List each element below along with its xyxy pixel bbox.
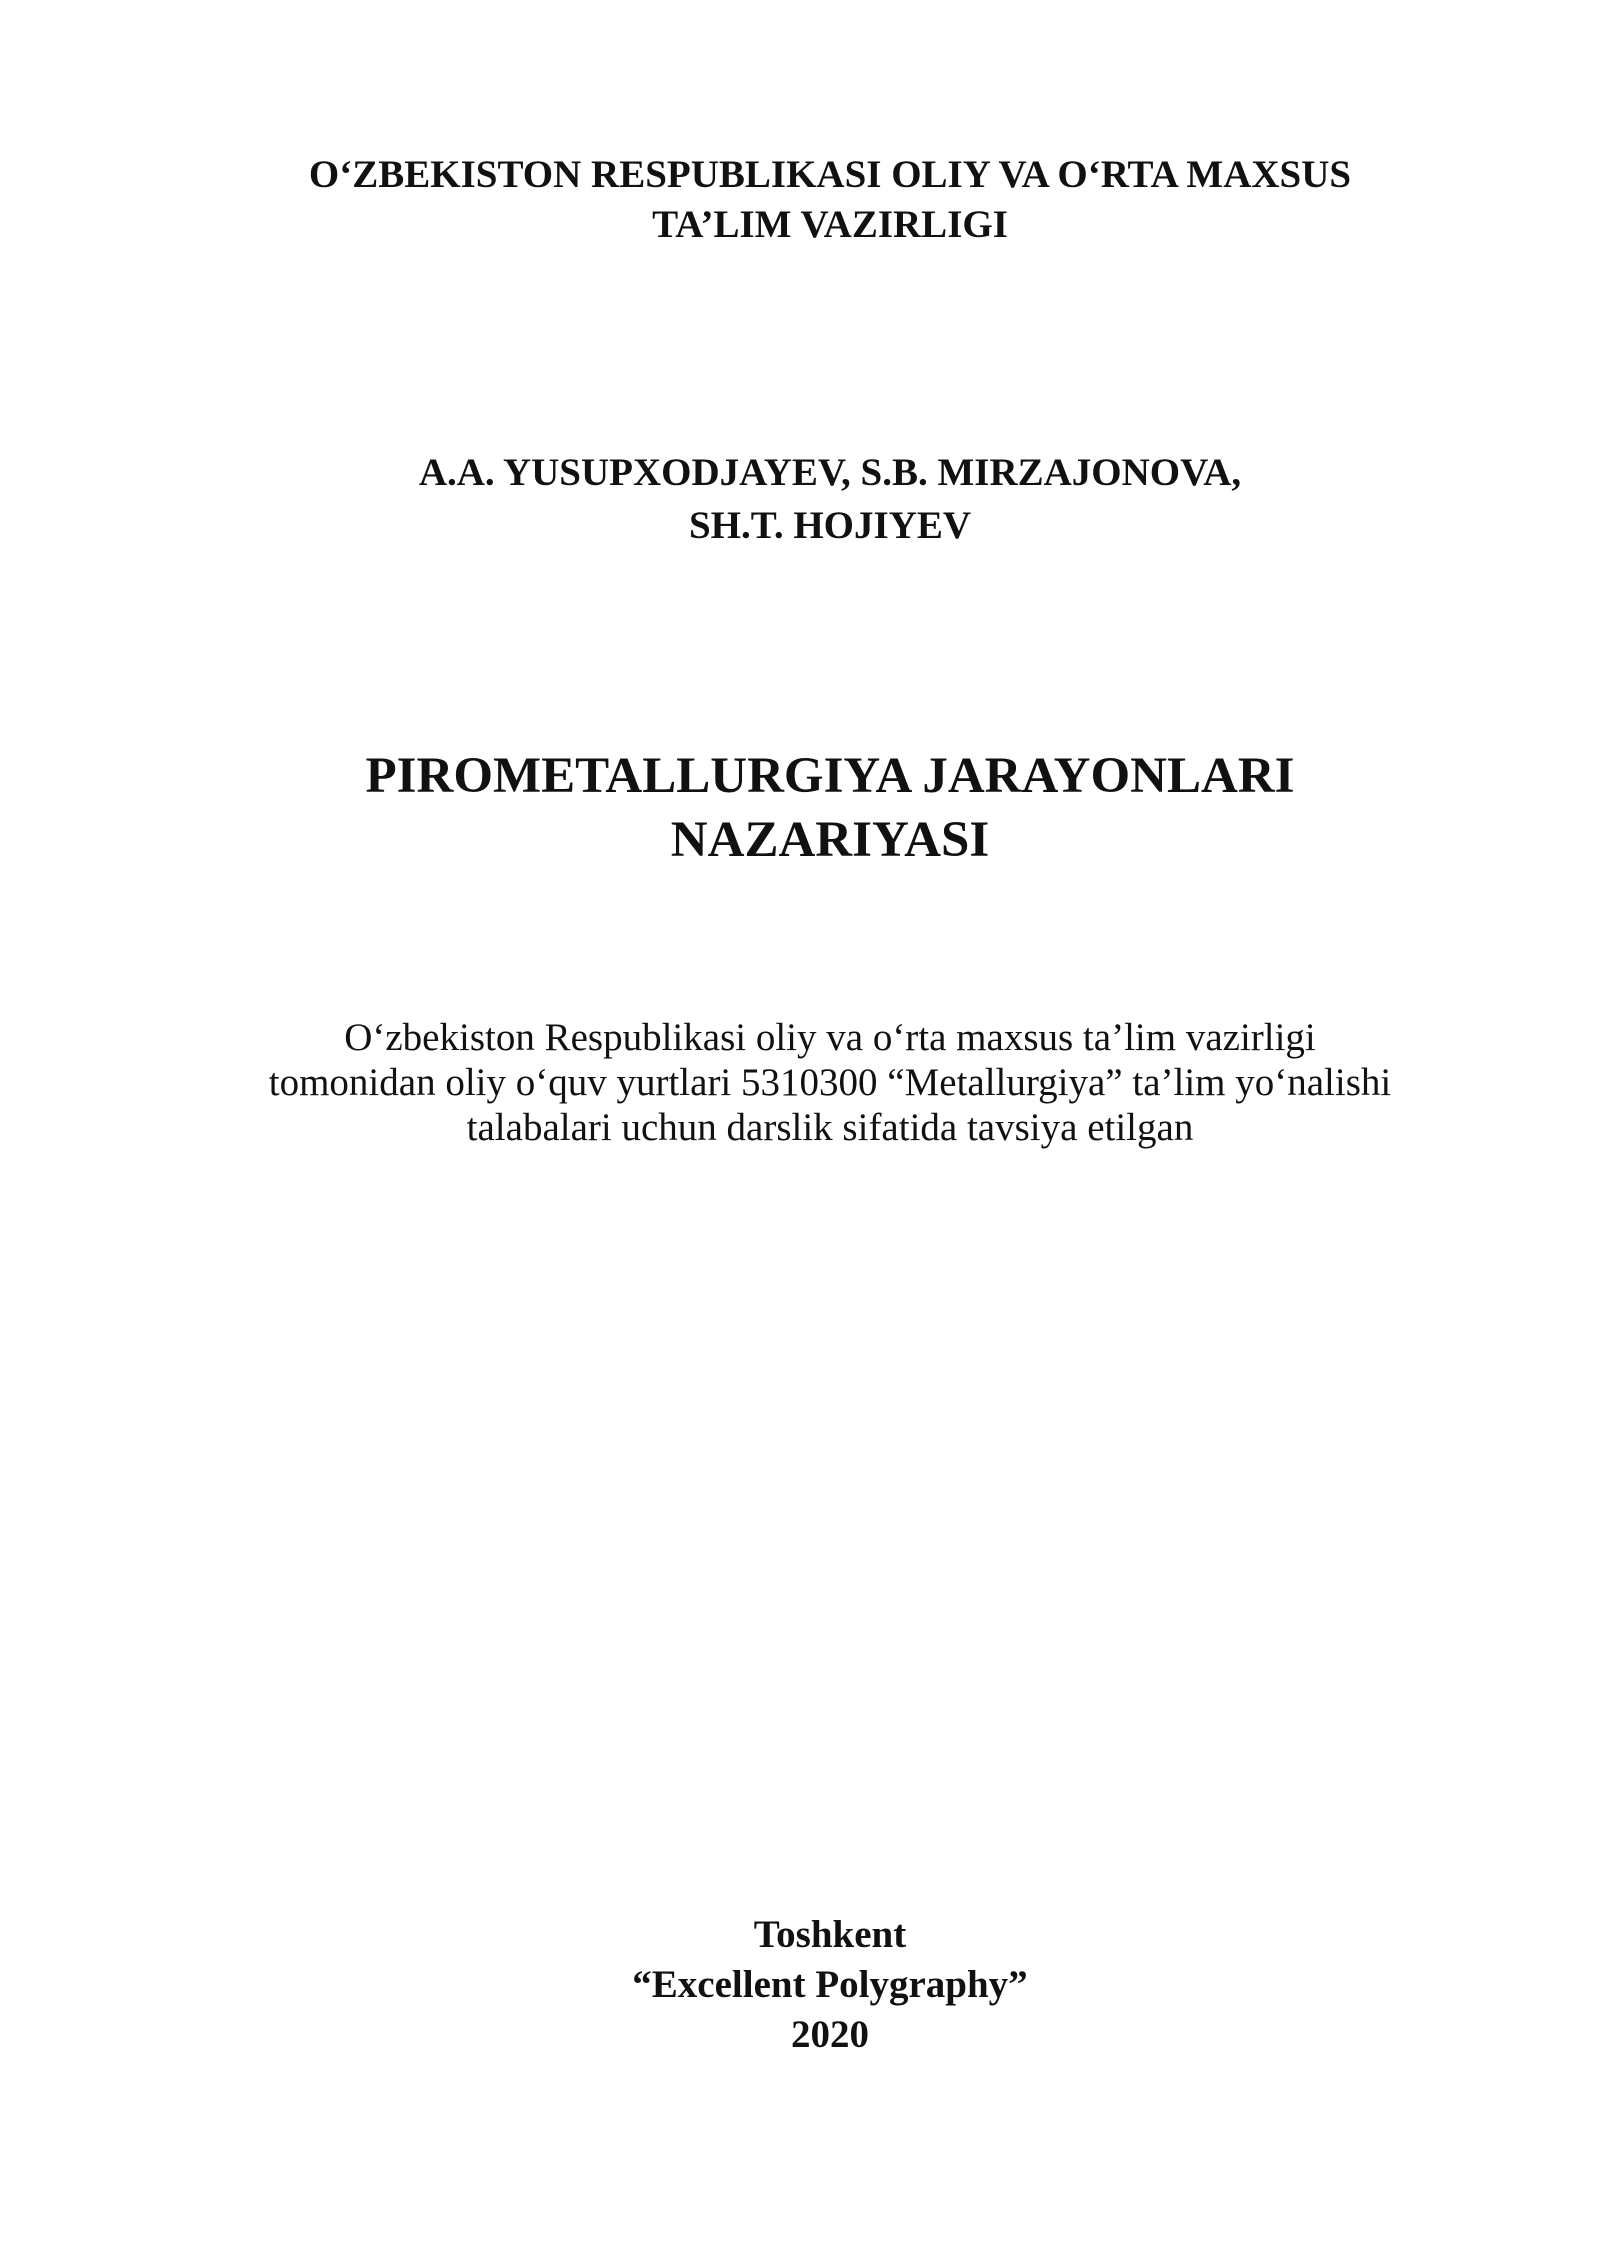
ministry-line: O‘ZBEKISTON RESPUBLIKASI OLIY VA O‘RTA MAXSUS	[308, 153, 1352, 196]
title-line: PIROMETALLURGIYA JARAYONLARI	[365, 748, 1295, 804]
authors	[0, 446, 1600, 552]
recommendation-note	[0, 1015, 1600, 1150]
book-title	[0, 744, 1600, 872]
recommendation-line: O‘zbekiston Respublikasi oliy va o‘rta maxsus ta’lim vazirligi	[344, 1016, 1316, 1059]
title-line: NAZARIYASI	[670, 812, 990, 868]
authors-line: SH.T. HOJIYEV	[688, 504, 972, 547]
recommendation-line: talabalari uchun darslik sifatida tavsiya etilgan	[466, 1106, 1194, 1149]
publication-city: Toshkent	[753, 1913, 907, 1956]
recommendation-line: tomonidan oliy o‘quv yurtlari 5310300 “Metallurgiya” ta’lim yo‘nalishi	[268, 1061, 1392, 1104]
publication-year: 2020	[791, 2013, 869, 2056]
ministry-heading	[0, 150, 1600, 250]
ministry-line: TA’LIM VAZIRLIGI	[652, 203, 1008, 246]
authors-line: A.A. YUSUPXODJAYEV, S.B. MIRZAJONOVA,	[418, 451, 1242, 494]
publisher-name: “Excellent Polygraphy”	[632, 1963, 1028, 2006]
publisher-info	[0, 1910, 1600, 2060]
